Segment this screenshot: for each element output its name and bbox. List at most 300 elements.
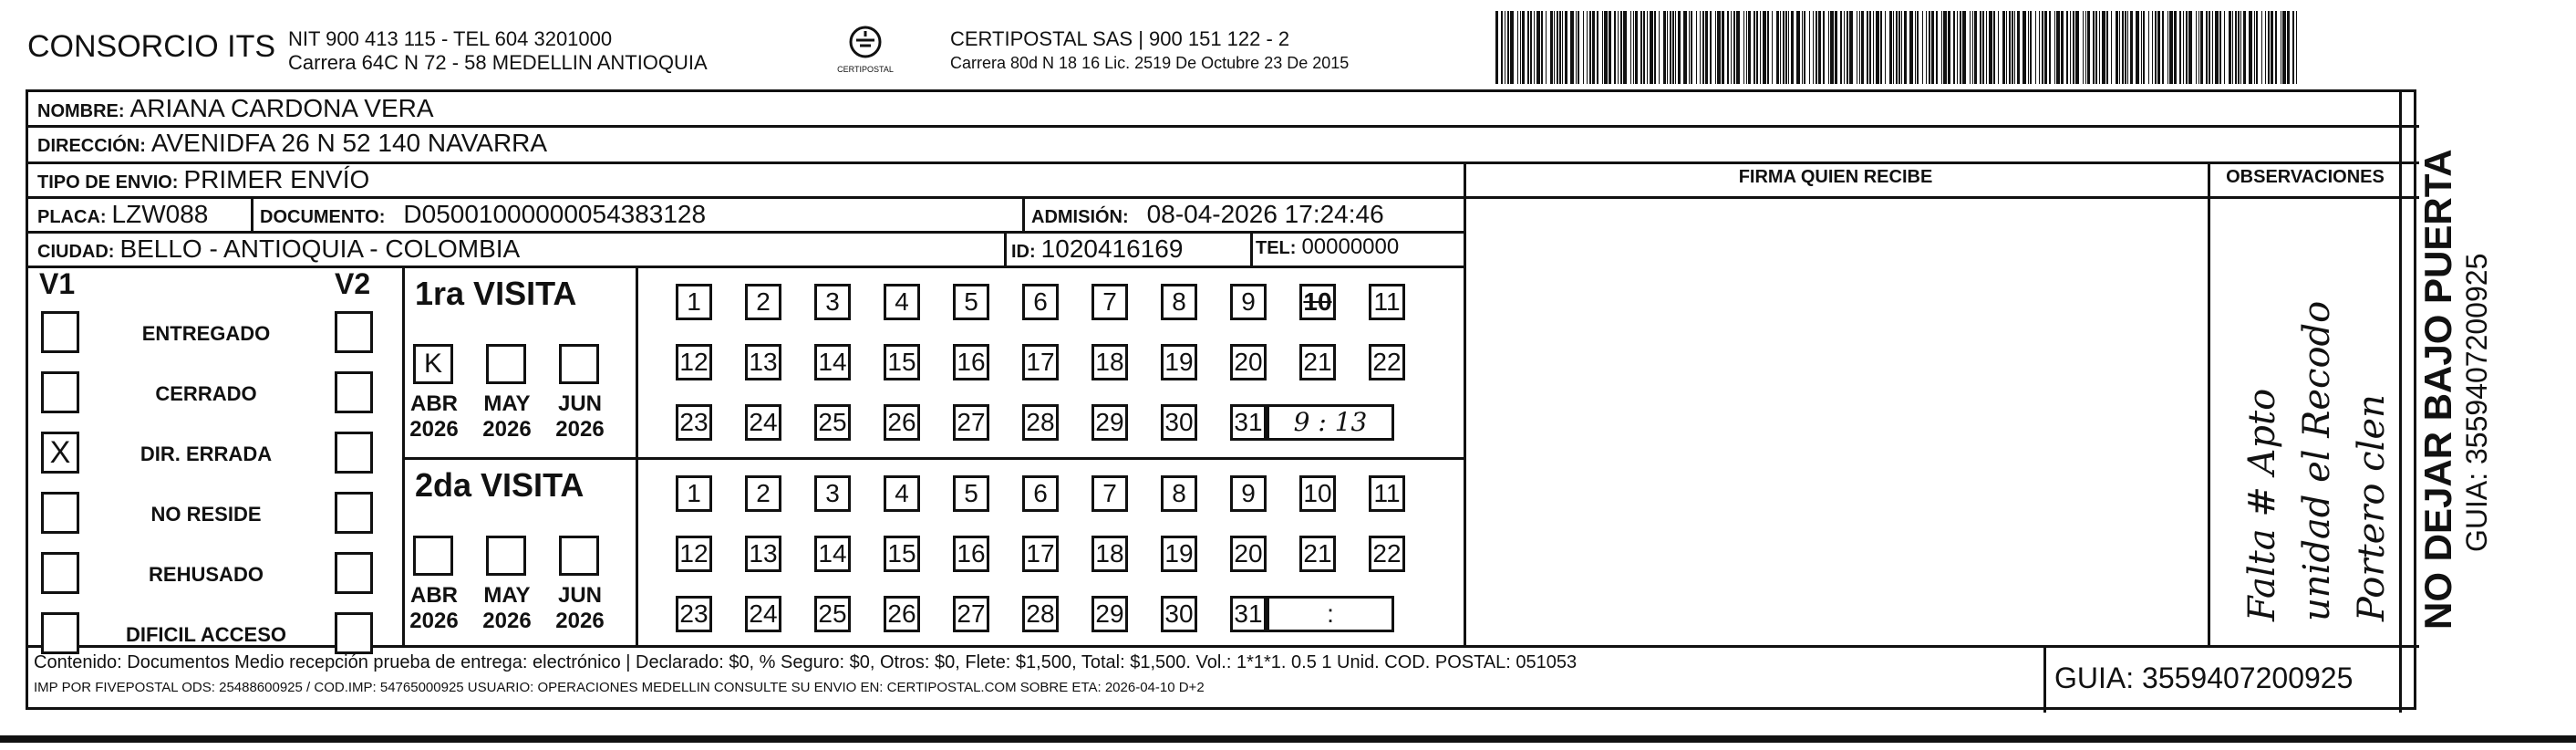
- barcode-bar: [1974, 11, 1977, 84]
- day-box[interactable]: 31: [1230, 596, 1267, 632]
- barcode-bar: [1736, 11, 1740, 84]
- day-box[interactable]: 18: [1091, 344, 1128, 380]
- barcode-bar: [2125, 11, 2126, 84]
- barcode-bar: [1931, 11, 1934, 84]
- day-box[interactable]: 12: [676, 536, 712, 572]
- barcode-bar: [1546, 11, 1547, 84]
- barcode-bar: [2023, 11, 2026, 84]
- barcode-bar: [1998, 11, 1999, 84]
- day-box[interactable]: 2: [745, 475, 781, 512]
- barcode-bar: [1604, 11, 1608, 84]
- barcode-bar: [1785, 11, 1787, 84]
- barcode-bar: [2152, 11, 2153, 84]
- barcode-bar: [2188, 11, 2192, 84]
- barcode-bar: [1804, 11, 1805, 84]
- barcode-bar: [1715, 11, 1716, 84]
- barcode-bar: [1861, 11, 1864, 84]
- barcode-bar: [1970, 11, 1971, 84]
- barcode-bar: [1893, 11, 1894, 84]
- day-box[interactable]: 21: [1299, 536, 1336, 572]
- barcode-bar: [2054, 11, 2055, 84]
- day-box[interactable]: 11: [1369, 475, 1405, 512]
- barcode-bar: [1828, 11, 1829, 84]
- barcode-bar: [1962, 11, 1966, 84]
- barcode-bar: [2085, 11, 2086, 84]
- day-box[interactable]: 1: [676, 475, 712, 512]
- barcode-bar: [1678, 11, 1681, 84]
- day-box[interactable]: 14: [814, 536, 851, 572]
- hand-line-2: unidad el Recodo: [2296, 300, 2338, 621]
- month-label: ABR 2026: [409, 391, 459, 442]
- day-box[interactable]: 14: [814, 344, 851, 380]
- v2-checkbox[interactable]: [335, 552, 373, 594]
- day-box[interactable]: 28: [1022, 404, 1059, 441]
- ciudad-value: BELLO - ANTIOQUIA - COLOMBIA: [119, 234, 521, 263]
- day-box[interactable]: 24: [745, 404, 781, 441]
- barcode-bar: [1767, 11, 1769, 84]
- barcode-bar: [1929, 11, 1930, 84]
- barcode-bar: [1816, 11, 1817, 84]
- day-box[interactable]: 6: [1022, 284, 1059, 320]
- tel-label: TEL:: [1256, 238, 1297, 258]
- v2-label: V2: [335, 267, 371, 300]
- barcode: [1495, 11, 2307, 84]
- barcode-bar: [1717, 11, 1721, 84]
- barcode-bar: [1904, 11, 1907, 84]
- barcode-bar: [2212, 11, 2213, 84]
- barcode-bar: [2265, 11, 2266, 84]
- barcode-bar: [2009, 11, 2011, 84]
- barcode-bar: [2093, 11, 2095, 84]
- day-box[interactable]: 16: [953, 344, 989, 380]
- barcode-bar: [1876, 11, 1879, 84]
- barcode-bar: [1565, 11, 1567, 84]
- day-box[interactable]: 12: [676, 344, 712, 380]
- day-box[interactable]: 25: [814, 404, 851, 441]
- barcode-bar: [1909, 11, 1913, 84]
- barcode-bar: [1754, 11, 1755, 84]
- barcode-bar: [2235, 11, 2237, 84]
- barcode-bar: [1618, 11, 1619, 84]
- barcode-bar: [1583, 11, 1584, 84]
- day-box[interactable]: 24: [745, 596, 781, 632]
- day-box[interactable]: 22: [1369, 344, 1405, 380]
- day-box[interactable]: 8: [1161, 475, 1197, 512]
- barcode-bar: [2169, 11, 2173, 84]
- day-box[interactable]: 7: [1091, 475, 1128, 512]
- barcode-bar: [2162, 11, 2164, 84]
- barcode-bar: [2198, 11, 2199, 84]
- day-box[interactable]: 15: [884, 536, 920, 572]
- barcode-bar: [2056, 11, 2060, 84]
- barcode-bar: [2296, 11, 2297, 84]
- v2-checkbox[interactable]: [335, 612, 373, 654]
- barcode-bar: [2183, 11, 2184, 84]
- barcode-bar: [1885, 11, 1886, 84]
- barcode-bar: [2268, 11, 2270, 84]
- barcode-bar: [2122, 11, 2124, 84]
- day-box[interactable]: 10: [1299, 284, 1336, 320]
- v2-checkbox[interactable]: [335, 311, 373, 353]
- day-box[interactable]: 10: [1299, 475, 1336, 512]
- barcode-bar: [1507, 11, 1509, 84]
- day-box[interactable]: 5: [953, 475, 989, 512]
- day-box[interactable]: 16: [953, 536, 989, 572]
- month-checkbox[interactable]: K: [413, 344, 453, 384]
- barcode-bar: [1889, 11, 1892, 84]
- day-box[interactable]: 30: [1161, 404, 1197, 441]
- day-box[interactable]: 23: [676, 596, 712, 632]
- carrier-logo: [832, 24, 899, 74]
- barcode-bar: [2141, 11, 2142, 84]
- barcode-bar: [2102, 11, 2105, 84]
- barcode-bar: [2039, 11, 2040, 84]
- day-box[interactable]: 17: [1022, 344, 1059, 380]
- barcode-bar: [1702, 11, 1704, 84]
- company-nit: NIT 900 413 115 - TEL 604 3201000: [288, 27, 613, 50]
- v1-checkbox[interactable]: [41, 492, 79, 534]
- barcode-bar: [1727, 11, 1729, 84]
- barcode-bar: [2287, 11, 2290, 84]
- barcode-bar: [1559, 11, 1561, 84]
- barcode-bar: [1840, 11, 1842, 84]
- barcode-bar: [2238, 11, 2240, 84]
- day-box[interactable]: 3: [814, 284, 851, 320]
- nombre-label: NOMBRE:: [37, 101, 125, 121]
- barcode-bar: [2070, 11, 2071, 84]
- barcode-bar: [1873, 11, 1874, 84]
- day-box[interactable]: 27: [953, 404, 989, 441]
- barcode-bar: [2200, 11, 2203, 84]
- barcode-bar: [1670, 11, 1671, 84]
- month-checkbox[interactable]: [413, 536, 453, 576]
- barcode-bar: [1630, 11, 1631, 84]
- barcode-bar: [1710, 11, 1712, 84]
- barcode-bar: [1772, 11, 1773, 84]
- time-box[interactable]: 9 : 13: [1267, 404, 1394, 441]
- v1-checkbox[interactable]: [41, 371, 79, 413]
- barcode-bar: [1520, 11, 1521, 84]
- barcode-bar: [1901, 11, 1902, 84]
- barcode-bar: [2275, 11, 2277, 84]
- barcode-bar: [1541, 11, 1543, 84]
- day-box[interactable]: 9: [1230, 475, 1267, 512]
- day-box[interactable]: 17: [1022, 536, 1059, 572]
- barcode-bar: [1898, 11, 1900, 84]
- day-box[interactable]: 26: [884, 404, 920, 441]
- barcode-bar: [2240, 11, 2241, 84]
- ciudad-label: CIUDAD:: [37, 242, 115, 262]
- observaciones-label: OBSERVACIONES: [2226, 167, 2385, 187]
- barcode-bar: [2174, 11, 2177, 84]
- day-box[interactable]: 5: [953, 284, 989, 320]
- barcode-bar: [1527, 11, 1529, 84]
- status-label: DIR. ERRADA: [140, 443, 273, 465]
- month-checkbox[interactable]: [559, 536, 599, 576]
- tipo-label: TIPO DE ENVIO:: [37, 172, 179, 193]
- day-box[interactable]: 21: [1299, 344, 1336, 380]
- day-box[interactable]: 22: [1369, 536, 1405, 572]
- barcode-bar: [1788, 11, 1789, 84]
- tel-value: 00000000: [1301, 234, 1400, 259]
- day-box[interactable]: 11: [1369, 284, 1405, 320]
- day-box[interactable]: 25: [814, 596, 851, 632]
- barcode-bar: [1557, 11, 1558, 84]
- v2-checkbox[interactable]: [335, 492, 373, 534]
- no-dejar-bajo-puerta: NO DEJAR BAJO PUERTA: [2416, 149, 2459, 630]
- barcode-bar: [2127, 11, 2128, 84]
- barcode-bar: [1756, 11, 1758, 84]
- day-box[interactable]: 9: [1230, 284, 1267, 320]
- barcode-bar: [2215, 11, 2219, 84]
- barcode-bar: [1501, 11, 1503, 84]
- day-box[interactable]: 4: [884, 284, 920, 320]
- day-box[interactable]: 19: [1161, 344, 1197, 380]
- barcode-bar: [2209, 11, 2210, 84]
- barcode-bar: [2219, 11, 2221, 84]
- barcode-bar: [2136, 11, 2139, 84]
- barcode-bar: [2044, 11, 2047, 84]
- barcode-bar: [1849, 11, 1853, 84]
- month-checkbox[interactable]: [559, 344, 599, 384]
- barcode-bar: [2083, 11, 2084, 84]
- barcode-bar: [1683, 11, 1687, 84]
- month-label: JUN 2026: [555, 583, 605, 633]
- day-box[interactable]: 27: [953, 596, 989, 632]
- barcode-bar: [1823, 11, 1825, 84]
- barcode-bar: [1896, 11, 1898, 84]
- barcode-bar: [2254, 11, 2255, 84]
- barcode-bar: [2061, 11, 2064, 84]
- barcode-bar: [2006, 11, 2007, 84]
- admision-label: ADMISIÓN:: [1031, 207, 1129, 227]
- barcode-bar: [1859, 11, 1860, 84]
- barcode-bar: [1936, 11, 1938, 84]
- barcode-bar: [2066, 11, 2068, 84]
- barcode-bar: [1763, 11, 1766, 84]
- v1-checkbox[interactable]: X: [41, 432, 79, 474]
- carrier-name: CERTIPOSTAL SAS | 900 151 122 - 2: [950, 27, 1290, 50]
- barcode-bar: [1576, 11, 1577, 84]
- barcode-bar: [1663, 11, 1666, 84]
- barcode-bar: [2073, 11, 2074, 84]
- barcode-bar: [1760, 11, 1761, 84]
- barcode-bar: [1587, 11, 1588, 84]
- day-box[interactable]: 29: [1091, 596, 1128, 632]
- barcode-bar: [2282, 11, 2286, 84]
- barcode-bar: [1578, 11, 1579, 84]
- barcode-bar: [2167, 11, 2168, 84]
- barcode-bar: [1534, 11, 1535, 84]
- v1-checkbox[interactable]: [41, 612, 79, 654]
- barcode-bar: [1495, 11, 1498, 84]
- day-box[interactable]: 15: [884, 344, 920, 380]
- first-visit-title: 1ra VISITA: [415, 275, 577, 312]
- barcode-bar: [1650, 11, 1653, 84]
- month-label: MAY 2026: [482, 391, 532, 442]
- nombre-value: ARIANA CARDONA VERA: [129, 94, 434, 122]
- barcode-bar: [1818, 11, 1821, 84]
- barcode-bar: [1597, 11, 1598, 84]
- day-box[interactable]: 13: [745, 344, 781, 380]
- footer-guia: GUIA: 3559407200925: [2054, 661, 2354, 694]
- v1-checkbox[interactable]: [41, 552, 79, 594]
- day-box[interactable]: 29: [1091, 404, 1128, 441]
- v2-checkbox[interactable]: [335, 432, 373, 474]
- barcode-bar: [1517, 11, 1518, 84]
- bottom-rule: [0, 735, 2576, 743]
- barcode-bar: [2106, 11, 2108, 84]
- barcode-bar: [1667, 11, 1668, 84]
- barcode-bar: [1922, 11, 1923, 84]
- barcode-bar: [2229, 11, 2231, 84]
- barcode-bar: [1948, 11, 1950, 84]
- barcode-bar: [1844, 11, 1845, 84]
- barcode-bar: [1748, 11, 1751, 84]
- barcode-bar: [1953, 11, 1955, 84]
- barcode-bar: [1796, 11, 1800, 84]
- day-box[interactable]: 13: [745, 536, 781, 572]
- barcode-bar: [2155, 11, 2157, 84]
- barcode-bar: [2271, 11, 2273, 84]
- direccion-label: DIRECCIÓN:: [37, 136, 146, 156]
- status-label: CERRADO: [155, 382, 257, 405]
- barcode-bar: [1993, 11, 1995, 84]
- barcode-bar: [2116, 11, 2118, 84]
- barcode-bar: [2249, 11, 2252, 84]
- v2-checkbox[interactable]: [335, 371, 373, 413]
- day-box[interactable]: 30: [1161, 596, 1197, 632]
- barcode-bar: [1510, 11, 1514, 84]
- barcode-bar: [2087, 11, 2090, 84]
- observation-handwriting: [2235, 301, 2399, 621]
- barcode-bar: [2119, 11, 2120, 84]
- barcode-bar: [2261, 11, 2262, 84]
- day-box[interactable]: 3: [814, 475, 851, 512]
- barcode-bar: [1705, 11, 1708, 84]
- firma-label: FIRMA QUIEN RECIBE: [1738, 167, 1933, 187]
- day-box[interactable]: 26: [884, 596, 920, 632]
- barcode-bar: [2224, 11, 2225, 84]
- barcode-bar: [1647, 11, 1648, 84]
- carrier-logo-icon: [847, 24, 884, 60]
- documento-label: DOCUMENTO:: [260, 207, 386, 227]
- barcode-bar: [2292, 11, 2294, 84]
- barcode-bar: [1783, 11, 1785, 84]
- day-box[interactable]: 20: [1230, 536, 1267, 572]
- logo-text: CERTIPOSTAL: [837, 65, 894, 74]
- barcode-bar: [1780, 11, 1781, 84]
- day-box[interactable]: 1: [676, 284, 712, 320]
- barcode-bar: [1643, 11, 1645, 84]
- day-box[interactable]: 4: [884, 475, 920, 512]
- barcode-bar: [1957, 11, 1958, 84]
- company-info: [288, 27, 708, 75]
- time-box[interactable]: :: [1267, 596, 1394, 632]
- barcode-bar: [2179, 11, 2181, 84]
- barcode-bar: [2049, 11, 2051, 84]
- barcode-bar: [1554, 11, 1555, 84]
- barcode-bar: [2095, 11, 2097, 84]
- admision-value: 08-04-2026 17:24:46: [1146, 200, 1384, 228]
- barcode-bar: [1915, 11, 1916, 84]
- barcode-bar: [1917, 11, 1919, 84]
- barcode-bar: [1830, 11, 1834, 84]
- day-box[interactable]: 18: [1091, 536, 1128, 572]
- id-label: ID:: [1011, 242, 1036, 262]
- barcode-bar: [2130, 11, 2133, 84]
- barcode-bar: [1989, 11, 1992, 84]
- direccion-value: AVENIDFA 26 N 52 140 NAVARRA: [150, 129, 548, 157]
- barcode-bar: [1733, 11, 1735, 84]
- placa-value: LZW088: [111, 200, 209, 228]
- barcode-bar: [1809, 11, 1810, 84]
- barcode-bar: [2099, 11, 2100, 84]
- day-box[interactable]: 31: [1230, 404, 1267, 441]
- second-visit-title: 2da VISITA: [415, 466, 585, 504]
- company-name: CONSORCIO ITS: [27, 29, 276, 64]
- status-label: REHUSADO: [149, 563, 264, 586]
- carrier-address: Carrera 80d N 18 16 Lic. 2519 De Octubre 23 De 2015: [950, 54, 1350, 72]
- barcode-bar: [1791, 11, 1794, 84]
- month-checkbox[interactable]: [486, 344, 526, 384]
- barcode-bar: [1722, 11, 1724, 84]
- barcode-bar: [1689, 11, 1690, 84]
- barcode-bar: [1536, 11, 1540, 84]
- barcode-bar: [2035, 11, 2036, 84]
- barcode-bar: [1530, 11, 1532, 84]
- barcode-bar: [1700, 11, 1701, 84]
- barcode-bar: [1943, 11, 1947, 84]
- day-box[interactable]: 8: [1161, 284, 1197, 320]
- barcode-bar: [1926, 11, 1927, 84]
- barcode-bar: [1972, 11, 1973, 84]
- month-label: JUN 2026: [555, 391, 605, 442]
- v1-checkbox[interactable]: [41, 311, 79, 353]
- day-box[interactable]: 7: [1091, 284, 1128, 320]
- barcode-bar: [1614, 11, 1616, 84]
- day-box[interactable]: 2: [745, 284, 781, 320]
- barcode-bar: [2012, 11, 2013, 84]
- barcode-bar: [1522, 11, 1525, 84]
- day-box[interactable]: 20: [1230, 344, 1267, 380]
- barcode-bar: [1746, 11, 1747, 84]
- barcode-bar: [1731, 11, 1732, 84]
- barcode-bar: [1640, 11, 1642, 84]
- barcode-bar: [1776, 11, 1779, 84]
- barcode-bar: [2030, 11, 2032, 84]
- footer-imp: IMP POR FIVEPOSTAL ODS: 25488600925 / COD.IMP: 54765000925 USUARIO: OPERACIONES MEDELLIN CONSULTE SU ENVIO EN: CERTIPOSTAL.COM SOBRE ETA: 2026-04-10 D+2: [34, 680, 1205, 695]
- barcode-bar: [2243, 11, 2246, 84]
- barcode-bar: [2196, 11, 2197, 84]
- barcode-bar: [1880, 11, 1882, 84]
- barcode-bar: [2075, 11, 2079, 84]
- day-box[interactable]: 6: [1022, 475, 1059, 512]
- barcode-bar: [1941, 11, 1942, 84]
- barcode-bar: [2002, 11, 2005, 84]
- day-box[interactable]: 28: [1022, 596, 1059, 632]
- tipo-value: PRIMER ENVÍO: [183, 165, 370, 193]
- barcode-bar: [2232, 11, 2233, 84]
- barcode-bar: [1982, 11, 1984, 84]
- month-checkbox[interactable]: [486, 536, 526, 576]
- day-box[interactable]: 19: [1161, 536, 1197, 572]
- day-box[interactable]: 23: [676, 404, 712, 441]
- barcode-bar: [1562, 11, 1563, 84]
- barcode-bar: [2028, 11, 2029, 84]
- company-address: Carrera 64C N 72 - 58 MEDELLIN ANTIOQUIA: [288, 51, 708, 74]
- barcode-bar: [1802, 11, 1803, 84]
